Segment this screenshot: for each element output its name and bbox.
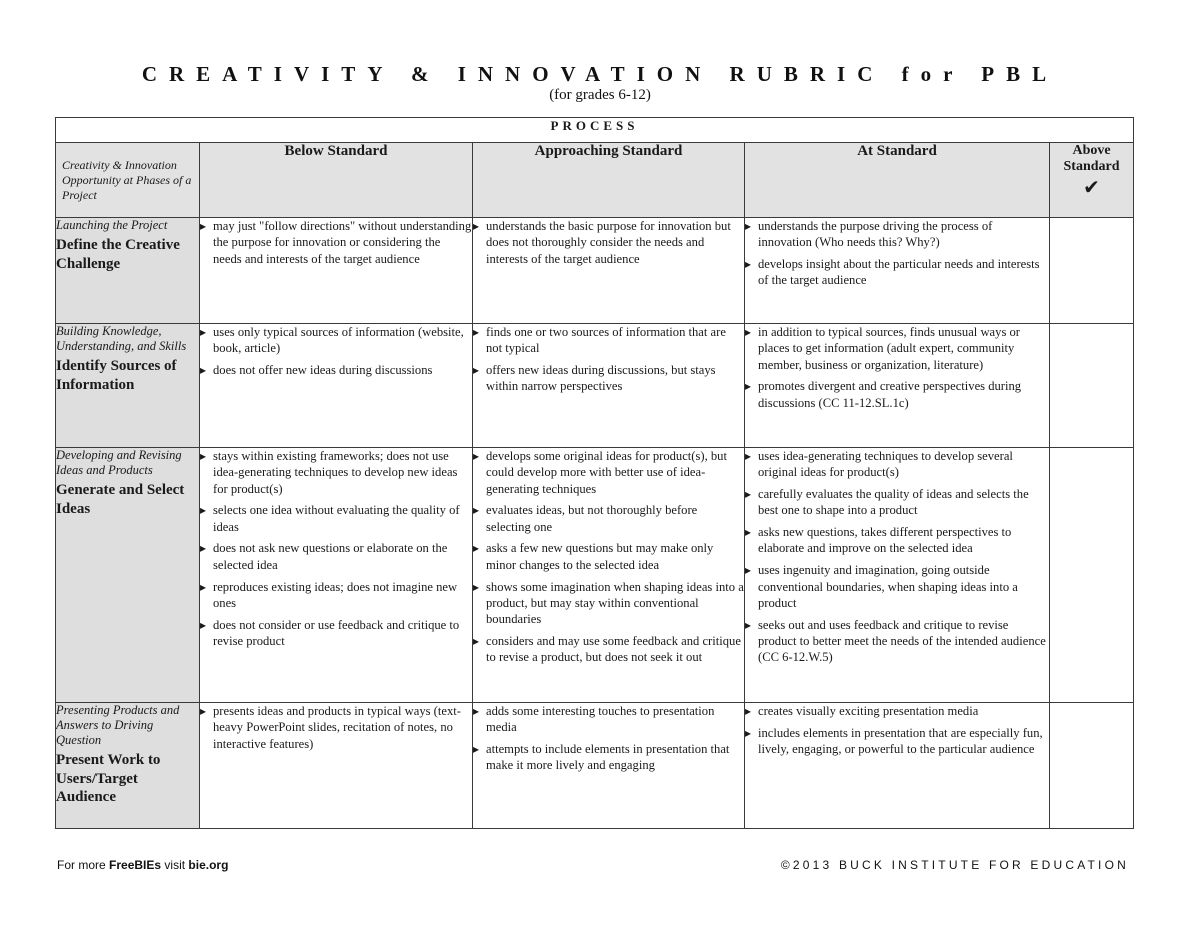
- criteria-item: ▸ uses idea-generating techniques to develop several original ideas for product(s): [745, 448, 1049, 481]
- criteria-list: [745, 218, 1049, 289]
- rubric-body: [56, 218, 1134, 829]
- page-title: CREATIVITY & INNOVATION RUBRIC for PBL: [141, 62, 1059, 86]
- approaching-standard-cell: [473, 324, 745, 448]
- criteria-list: [745, 703, 1049, 757]
- checkmark-icon: ✔: [1083, 175, 1100, 199]
- footer-copyright: ©2013 BUCK INSTITUTE FOR EDUCATION: [780, 858, 1129, 872]
- below-standard-header: Below Standard: [200, 143, 473, 218]
- column-header-row: [56, 143, 1134, 218]
- phase-cell: [56, 703, 200, 829]
- above-standard-cell[interactable]: [1050, 324, 1134, 448]
- criteria-item: ▸ understands the basic purpose for innovation but does not thoroughly consider the needs and interests of the target audience: [473, 218, 744, 267]
- footer-visit: visit: [164, 858, 186, 872]
- criteria-item: ▸ develops insight about the particular needs and interests of the target audience: [745, 256, 1049, 289]
- at-standard-cell: [745, 448, 1050, 703]
- above-standard-label: Above Standard: [1063, 143, 1120, 174]
- rubric-row: [56, 324, 1134, 448]
- approaching-standard-cell: [473, 703, 745, 829]
- phase-name: Present Work to Users/Target Audience: [56, 752, 161, 805]
- footer-site-link[interactable]: bie.org: [188, 858, 229, 872]
- phase-name: Define the Creative Challenge: [56, 237, 180, 272]
- phase-name: Identify Sources of Information: [56, 358, 177, 393]
- criteria-item: ▸ considers and may use some feedback and critique to revise a product, but does not seek it out: [473, 633, 744, 666]
- criteria-item: ▸ evaluates ideas, but not thoroughly before selecting one: [473, 502, 744, 535]
- above-standard-cell[interactable]: [1050, 703, 1134, 829]
- phase-kicker: Building Knowledge, Understanding, and Skills: [56, 324, 187, 353]
- criteria-item: ▸ uses only typical sources of information (website, book, article): [200, 324, 472, 357]
- criteria-item: ▸ does not ask new questions or elaborate on the selected idea: [200, 540, 472, 573]
- footer-freebies: [57, 858, 228, 872]
- criteria-list: [200, 324, 472, 378]
- criteria-item: ▸ in addition to typical sources, finds unusual ways or places to get information (adult expert, community member, business or organization, literature): [745, 324, 1049, 373]
- criteria-item: ▸ shows some imagination when shaping ideas into a product, but may stay within conventional boundaries: [473, 579, 744, 628]
- criteria-list: [745, 324, 1049, 411]
- phase-kicker: Presenting Products and Answers to Driving Question: [56, 703, 180, 747]
- footer-prefix: For more: [57, 858, 106, 872]
- criteria-item: ▸ does not consider or use feedback and critique to revise product: [200, 617, 472, 650]
- at-standard-cell: [745, 703, 1050, 829]
- criteria-item: ▸ creates visually exciting presentation media: [745, 703, 1049, 719]
- criteria-item: ▸ stays within existing frameworks; does not use idea-generating techniques to develop new ideas for product(s): [200, 448, 472, 497]
- footer-brand: FreeBIEs: [109, 858, 162, 872]
- criteria-item: ▸ asks new questions, takes different perspectives to elaborate and improve on the selected idea: [745, 524, 1049, 557]
- criteria-item: ▸ develops some original ideas for product(s), but could develop more with better use of idea-generating techniques: [473, 448, 744, 497]
- rubric-table: [55, 117, 1134, 829]
- criteria-item: ▸ seeks out and uses feedback and critique to revise product to better meet the needs of the intended audience (CC 6-12.W.5): [745, 617, 1049, 666]
- section-title: PROCESS: [56, 118, 1134, 143]
- criteria-list: [473, 703, 744, 774]
- phase-cell: [56, 218, 200, 324]
- criteria-list: [473, 324, 744, 395]
- approaching-standard-cell: [473, 448, 745, 703]
- criteria-list: [200, 703, 472, 752]
- criteria-item: ▸ adds some interesting touches to presentation media: [473, 703, 744, 736]
- criteria-item: ▸ selects one idea without evaluating the quality of ideas: [200, 502, 472, 535]
- criteria-item: ▸ finds one or two sources of information that are not typical: [473, 324, 744, 357]
- phase-kicker: Launching the Project: [56, 218, 168, 232]
- above-standard-cell[interactable]: [1050, 218, 1134, 324]
- approaching-standard-cell: [473, 218, 745, 324]
- below-standard-cell: [200, 218, 473, 324]
- phase-column-header: Creativity & Innovation Opportunity at Phases of a Project: [56, 143, 200, 218]
- criteria-item: ▸ asks a few new questions but may make only minor changes to the selected idea: [473, 540, 744, 573]
- below-standard-cell: [200, 324, 473, 448]
- criteria-list: [745, 448, 1049, 666]
- at-standard-cell: [745, 218, 1050, 324]
- criteria-list: [473, 448, 744, 666]
- rubric-row: [56, 218, 1134, 324]
- criteria-item: ▸ does not offer new ideas during discussions: [200, 362, 472, 378]
- criteria-item: ▸ carefully evaluates the quality of ideas and selects the best one to shape into a product: [745, 486, 1049, 519]
- criteria-list: [200, 448, 472, 649]
- rubric-row: [56, 703, 1134, 829]
- criteria-item: ▸ attempts to include elements in presentation that make it more lively and engaging: [473, 741, 744, 774]
- criteria-item: ▸ includes elements in presentation that are especially fun, lively, engaging, or powerful to the particular audience: [745, 725, 1049, 758]
- section-header-row: [56, 118, 1134, 143]
- criteria-item: ▸ understands the purpose driving the process of innovation (Who needs this? Why?): [745, 218, 1049, 251]
- phase-cell: [56, 324, 200, 448]
- page-subtitle: (for grades 6-12): [549, 87, 651, 103]
- criteria-item: ▸ presents ideas and products in typical ways (text-heavy PowerPoint slides, recitation of notes, no interactive features): [200, 703, 472, 752]
- above-standard-cell[interactable]: [1050, 448, 1134, 703]
- below-standard-cell: [200, 448, 473, 703]
- criteria-item: ▸ uses ingenuity and imagination, going outside conventional boundaries, when shaping ideas into a product: [745, 562, 1049, 611]
- criteria-item: ▸ promotes divergent and creative perspectives during discussions (CC 11-12.SL.1c): [745, 378, 1049, 411]
- phase-cell: [56, 448, 200, 703]
- criteria-item: ▸ may just "follow directions" without understanding the purpose for innovation or considering the needs and interests of the target audience: [200, 218, 472, 267]
- criteria-list: [200, 218, 472, 267]
- phase-name: Generate and Select Ideas: [56, 482, 185, 517]
- at-standard-header: At Standard: [745, 143, 1050, 218]
- at-standard-cell: [745, 324, 1050, 448]
- criteria-list: [473, 218, 744, 267]
- criteria-item: ▸ offers new ideas during discussions, but stays within narrow perspectives: [473, 362, 744, 395]
- phase-kicker: Developing and Revising Ideas and Products: [56, 448, 182, 477]
- criteria-item: ▸ reproduces existing ideas; does not imagine new ones: [200, 579, 472, 612]
- rubric-row: [56, 448, 1134, 703]
- approaching-standard-header: Approaching Standard: [473, 143, 745, 218]
- below-standard-cell: [200, 703, 473, 829]
- above-standard-header: [1050, 143, 1134, 218]
